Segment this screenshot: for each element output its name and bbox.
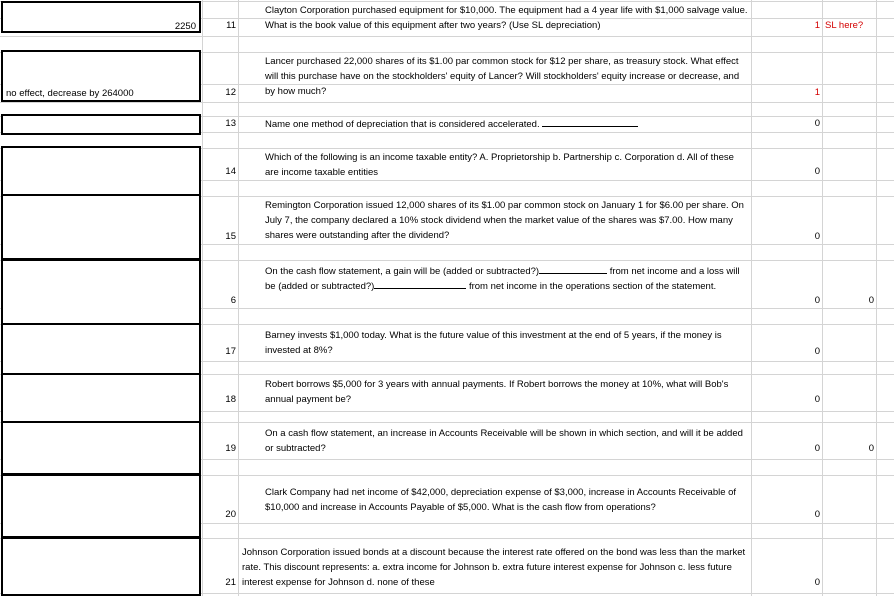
answer-value: no effect, decrease by 264000 xyxy=(6,88,134,99)
answer-input-17[interactable] xyxy=(1,323,201,375)
answer-input-12[interactable] xyxy=(1,50,201,102)
score-value: 0 xyxy=(814,231,820,242)
answer-input-6[interactable] xyxy=(1,259,201,325)
column-divider xyxy=(822,0,823,596)
score-value: 0 xyxy=(814,509,820,520)
extra-score-value: 0 xyxy=(868,295,874,306)
question-text: Clayton Corporation purchased equipment for $10,000. The equipment had a 4 year life with $1,000 salvage value. What is the book value of this equipment after two years? (Use SL depreciation) xyxy=(265,5,748,31)
question-number: 20 xyxy=(225,509,236,520)
score-value: 0 xyxy=(814,443,820,454)
answer-input-14[interactable] xyxy=(1,146,201,198)
question-text: Name one method of depreciation that is considered accelerated. xyxy=(265,119,540,130)
question-number: 15 xyxy=(225,231,236,242)
column-divider xyxy=(202,0,203,596)
extra-score-value: 0 xyxy=(868,443,874,454)
answer-input-18[interactable] xyxy=(1,373,201,423)
question-text: Lancer purchased 22,000 shares of its $1.00 par common stock for $12 per share, as treasury stock. What effect will this purchase have on the stockholders' equity of Lancer? Will stockholders' equity increase or decrease, and by how much? xyxy=(265,56,740,97)
row-divider xyxy=(0,102,894,103)
answer-input-21[interactable] xyxy=(1,537,201,596)
answer-input-11[interactable] xyxy=(1,1,201,33)
question-number: 6 xyxy=(230,295,236,306)
question-text-part: from net income in the operations section of the statement. xyxy=(468,281,717,292)
question-number: 13 xyxy=(225,118,236,129)
question-number: 21 xyxy=(225,577,236,588)
blank-line xyxy=(542,117,638,127)
answer-input-19[interactable] xyxy=(1,421,201,475)
question-text: On a cash flow statement, an increase in Accounts Receivable will be shown in which section, and will it be added or subtracted? xyxy=(265,428,743,454)
column-divider xyxy=(876,0,877,596)
score-value: 0 xyxy=(814,394,820,405)
score-value: 0 xyxy=(814,346,820,357)
question-text xyxy=(265,264,750,294)
question-text: Which of the following is an income taxable entity? A. Proprietorship b. Partnership c. Corporation d. All of these are income taxable entities xyxy=(265,152,734,178)
question-text: Johnson Corporation issued bonds at a discount because the interest rate offered on the bond was less than the market rate. This discount represents: a. extra income for Johnson b. extra future interest expense for Johnson c. less future interest expense for Johnson d. none of these xyxy=(242,547,746,588)
answer-input-15[interactable] xyxy=(1,194,201,260)
score-value: 0 xyxy=(814,118,820,129)
column-divider xyxy=(751,0,752,596)
answer-input-20[interactable] xyxy=(1,474,201,538)
answer-input-13[interactable] xyxy=(1,114,201,135)
question-number: 11 xyxy=(226,20,236,31)
blank-line xyxy=(539,264,607,274)
question-number: 17 xyxy=(225,346,236,357)
score-value: 0 xyxy=(814,295,820,306)
question-number: 18 xyxy=(225,394,236,405)
row-divider xyxy=(0,36,894,37)
answer-value: 2250 xyxy=(174,21,196,32)
question-number: 12 xyxy=(225,87,236,98)
question-text-part: On the cash flow statement, a gain will be (added or subtracted?) xyxy=(265,266,540,277)
score-value: 1 xyxy=(814,20,820,31)
score-value: 0 xyxy=(814,166,820,177)
question-text: Remington Corporation issued 12,000 shares of its $1.00 par common stock on January 1 for $6.00 per share. On July 7, the company declared a 10% stock dividend when the market value of the shares was $7.00. How many shares were outstanding after the dividend? xyxy=(265,200,744,241)
blank-line xyxy=(374,279,466,289)
question-text: Barney invests $1,000 today. What is the future value of this investment at the end of 5 years, if the money is invested at 8%? xyxy=(265,330,722,356)
question-text: Robert borrows $5,000 for 3 years with annual payments. If Robert borrows the money at 10%, what will Bob's annual payment be? xyxy=(265,379,729,405)
question-number: 14 xyxy=(225,166,236,177)
grader-note: SL here? xyxy=(825,20,864,31)
question-text-part: from net income and a loss will be (added or subtracted?) xyxy=(265,266,740,292)
question-number: 19 xyxy=(225,443,236,454)
score-value: 0 xyxy=(814,577,820,588)
score-value: 1 xyxy=(814,87,820,98)
question-row xyxy=(265,117,750,132)
column-divider xyxy=(238,0,239,596)
question-text: Clark Company had net income of $42,000, depreciation expense of $3,000, increase in Accounts Receivable of $10,000 and increase in Accounts Payable of $5,000. What is the cash flow from operations? xyxy=(265,487,737,513)
